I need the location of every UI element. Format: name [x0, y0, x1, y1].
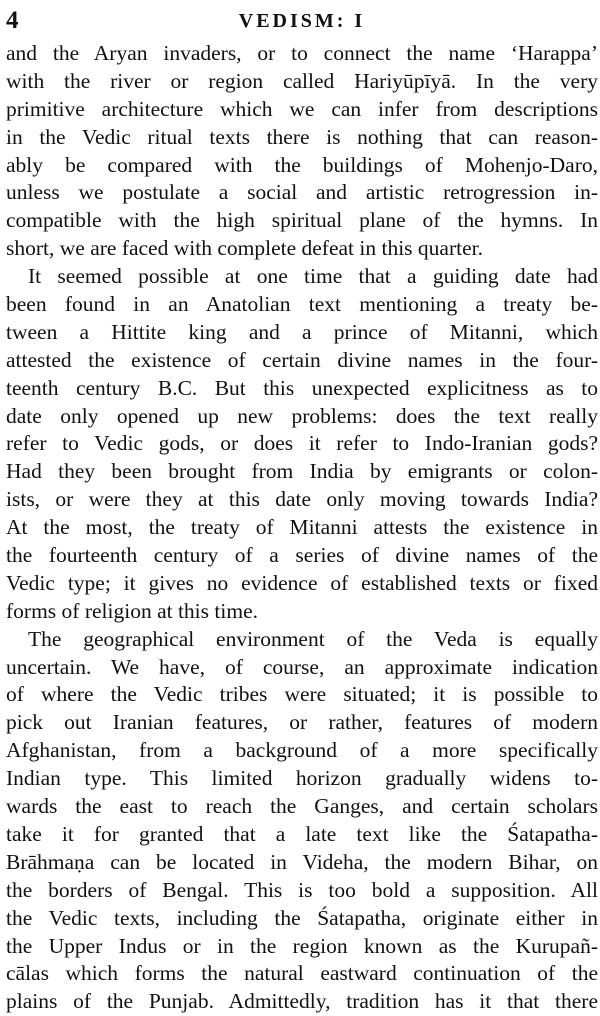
text-line: Indian type. This limited horizon gradually widens to-	[6, 766, 598, 791]
text-line: It seemed possible at one time that a guiding date had	[28, 264, 598, 289]
text-line: take it for granted that a late text like the Śatapatha-	[6, 821, 598, 846]
text-line: date only opened up new problems: does the text really	[6, 403, 598, 428]
text-line: the Vedic texts, including the Śatapatha, originate either in	[6, 905, 598, 930]
text-line: Afghanistan, from a background of a more specifically	[6, 738, 598, 763]
text-line: Had they been brought from India by emigrants or colon-	[6, 459, 598, 484]
text-line: primitive architecture which we can infer from descriptions	[6, 96, 598, 121]
page-number: 4	[6, 7, 19, 34]
text-line: tween a Hittite king and a prince of Mitanni, which	[6, 319, 598, 344]
text-line: in the Vedic ritual texts there is nothing that can reason-	[6, 124, 598, 149]
text-line: compatible with the high spiritual plane of the hymns. In	[6, 208, 598, 233]
text-line: teenth century B.C. But this unexpected explicitness as to	[6, 375, 598, 400]
text-line: Vedic type; it gives no evidence of established texts or fixed	[6, 570, 598, 595]
text-line: the borders of Bengal. This is too bold a supposition. All	[6, 877, 598, 902]
text-line: wards the east to reach the Ganges, and certain scholars	[6, 794, 598, 819]
text-line: unless we postulate a social and artistic retrogression in-	[6, 180, 598, 205]
text-line: the Upper Indus or in the region known as the Kurupañ-	[6, 933, 598, 958]
text-line: cālas which forms the natural eastward continuation of the	[6, 961, 598, 986]
text-line: the fourteenth century of a series of divine names of the	[6, 543, 598, 568]
text-line: with the river or region called Hariyūpīyā. In the very	[6, 68, 598, 93]
running-title: VEDISM: I	[238, 10, 366, 32]
text-line: and the Aryan invaders, or to connect the name ‘Harappa’	[6, 41, 598, 65]
running-head	[6, 6, 598, 40]
text-line: pick out Iranian features, or rather, features of modern	[6, 710, 598, 735]
text-line: refer to Vedic gods, or does it refer to Indo-Iranian gods?	[6, 431, 598, 456]
text-line: ably be compared with the buildings of Mohenjo-Daro,	[6, 152, 598, 177]
text-line: uncertain. We have, of course, an approximate indication	[6, 654, 598, 679]
text-line: The geographical environment of the Veda is equally	[28, 626, 598, 651]
text-line: forms of religion at this time.	[6, 598, 258, 623]
text-line: been found in an Anatolian text mentioning a treaty be-	[6, 292, 598, 317]
text-line: attested the existence of certain divine names in the four-	[6, 347, 598, 372]
text-line: of where the Vedic tribes were situated; it is possible to	[6, 682, 598, 707]
text-line: ists, or were they at this date only moving towards India?	[6, 487, 598, 512]
text-line: At the most, the treaty of Mitanni attests the existence in	[6, 515, 598, 540]
text-line: Brāhmaṇa can be located in Videha, the modern Bihar, on	[6, 849, 598, 874]
body-text	[6, 40, 598, 1016]
text-line: short, we are faced with complete defeat in this quarter.	[6, 236, 483, 261]
text-line: plains of the Punjab. Admittedly, tradition has it that there	[6, 989, 598, 1014]
